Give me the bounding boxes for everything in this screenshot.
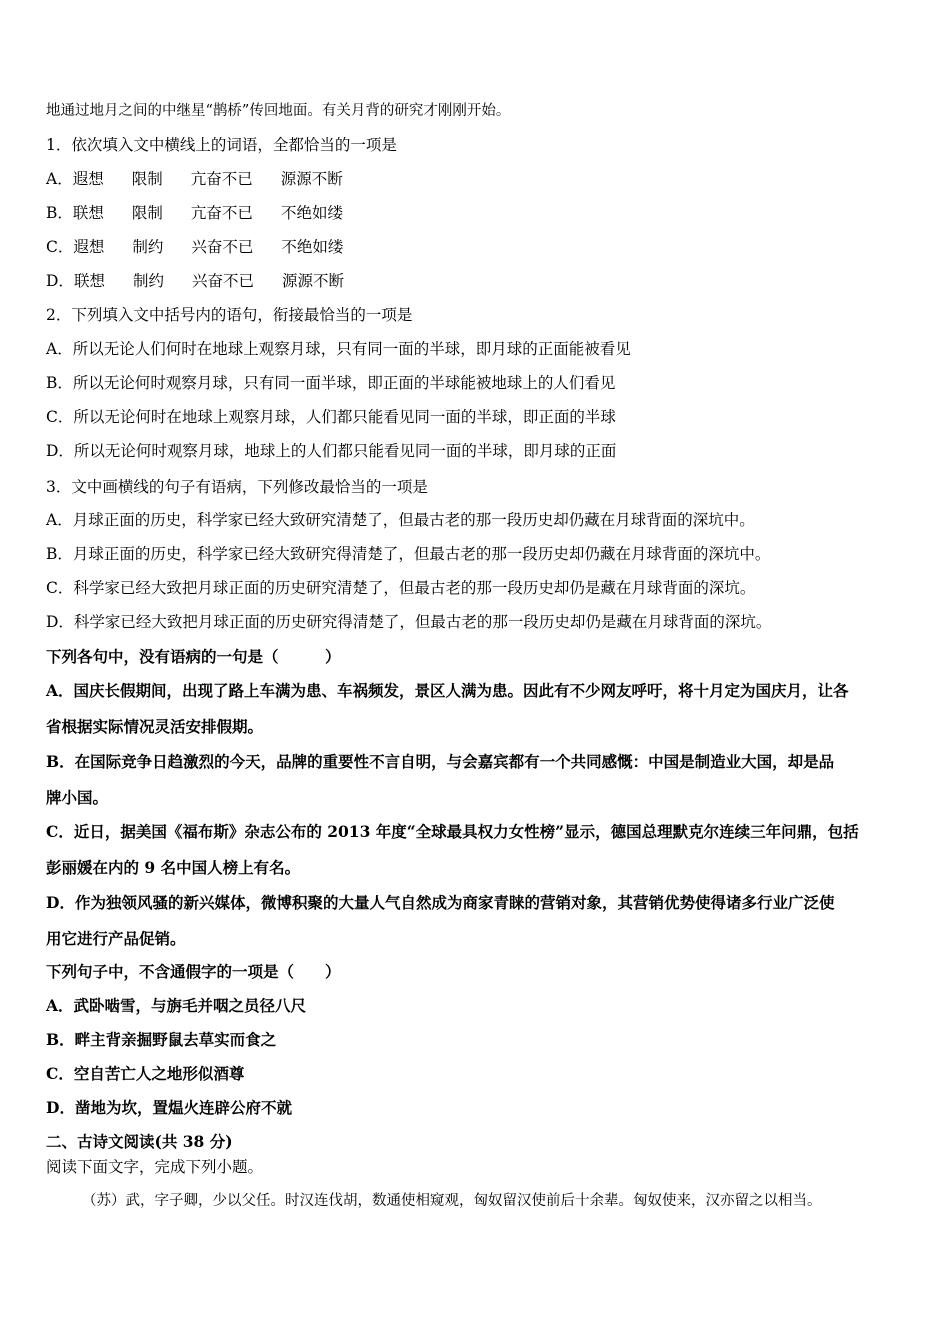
q2-option-b: B．所以无论何时观察月球，只有同一面半球，即正面的半球能被地球上的人们看见 [46,374,616,392]
q1-option-c: C．遐想 制约 兴奋不已 不绝如缕 [46,238,344,256]
section2-instruction: 阅读下面文字，完成下列小题。 [46,1158,264,1176]
q4-stem: 下列各句中，没有语病的一句是（ ） [46,647,341,666]
q5-stem: 下列句子中，不含通假字的一项是（ ） [46,962,341,981]
q4-option-d-line1: D．作为独领风骚的新兴媒体，微博积聚的大量人气自然成为商家青睐的营销对象，其营销优势使得诸多行业广泛使 [46,893,835,912]
q4-option-b-line2: 牌小国。 [46,788,109,807]
section2-heading: 二、古诗文阅读(共 38 分) [46,1132,233,1151]
q1-option-b: B．联想 限制 亢奋不已 不绝如缕 [46,204,343,222]
q4-option-c-line2: 彭丽媛在内的 9 名中国人榜上有名。 [46,858,301,877]
q5-option-a: A．武卧啮雪，与旃毛并咽之员径八尺 [46,996,307,1015]
q4-option-a-line2: 省根据实际情况灵活安排假期。 [46,717,264,736]
q5-option-d: D．凿地为坎，置煴火连辟公府不就 [46,1098,292,1117]
q2-option-c: C．所以无论何时在地球上观察月球，人们都只能看见同一面的半球，即正面的半球 [46,408,616,426]
q3-option-a: A．月球正面的历史，科学家已经大致研究清楚了，但最古老的那一段历史却仍藏在月球背面的深坑中。 [46,511,755,529]
q3-option-c: C．科学家已经大致把月球正面的历史研究清楚了，但最古老的那一段历史却仍是藏在月球背面的深坑。 [46,579,756,597]
q4-option-d-line2: 用它进行产品促销。 [46,929,186,948]
q3-option-d: D．科学家已经大致把月球正面的历史研究得清楚了，但最古老的那一段历史却仍是藏在月球背面的深坑。 [46,613,772,631]
q5-option-c: C．空自苦亡人之地形似酒尊 [46,1064,245,1083]
q4-option-a-line1: A．国庆长假期间，出现了路上车满为患、车祸频发，景区人满为患。因此有不少网友呼吁，将十月定为国庆月，让各 [46,681,849,700]
passage-first-line: （苏）武，字子卿，少以父任。时汉连伐胡，数通使相窥观，匈奴留汉使前后十余辈。匈奴使来，汉亦留之以相当。 [82,1193,822,1209]
q1-option-a: A．遐想 限制 亢奋不已 源源不断 [46,170,343,188]
q1-option-d: D．联想 制约 兴奋不已 源源不断 [46,272,344,290]
q2-option-a: A．所以无论人们何时在地球上观察月球，只有同一面的半球，即月球的正面能被看见 [46,340,631,358]
q5-option-b: B．畔主背亲掘野鼠去草实而食之 [46,1030,277,1049]
q2-option-d: D．所以无论何时观察月球，地球上的人们都只能看见同一面的半球，即月球的正面 [46,442,617,460]
q3-stem: 3．文中画横线的句子有语病，下列修改最恰当的一项是 [46,478,428,496]
q4-option-b-line1: B．在国际竞争日趋激烈的今天，品牌的重要性不言自明，与会嘉宾都有一个共同感慨：中国是制造业大国，却是品 [46,752,835,771]
q2-stem: 2．下列填入文中括号内的语句，衔接最恰当的一项是 [46,306,413,324]
q1-stem: 1．依次填入文中横线上的词语，全都恰当的一项是 [46,136,397,154]
passage-tail-line: 地通过地月之间的中继星“鹊桥”传回地面。有关月背的研究才刚刚开始。 [46,103,511,119]
q4-option-c-line1: C．近日，据美国《福布斯》杂志公布的 2013 年度“全球最具权力女性榜”显示，德国总理默克尔连续三年问鼎，包括 [46,822,859,841]
q3-option-b: B．月球正面的历史，科学家已经大致研究得清楚了，但最古老的那一段历史却仍藏在月球背面的深坑中。 [46,545,771,563]
